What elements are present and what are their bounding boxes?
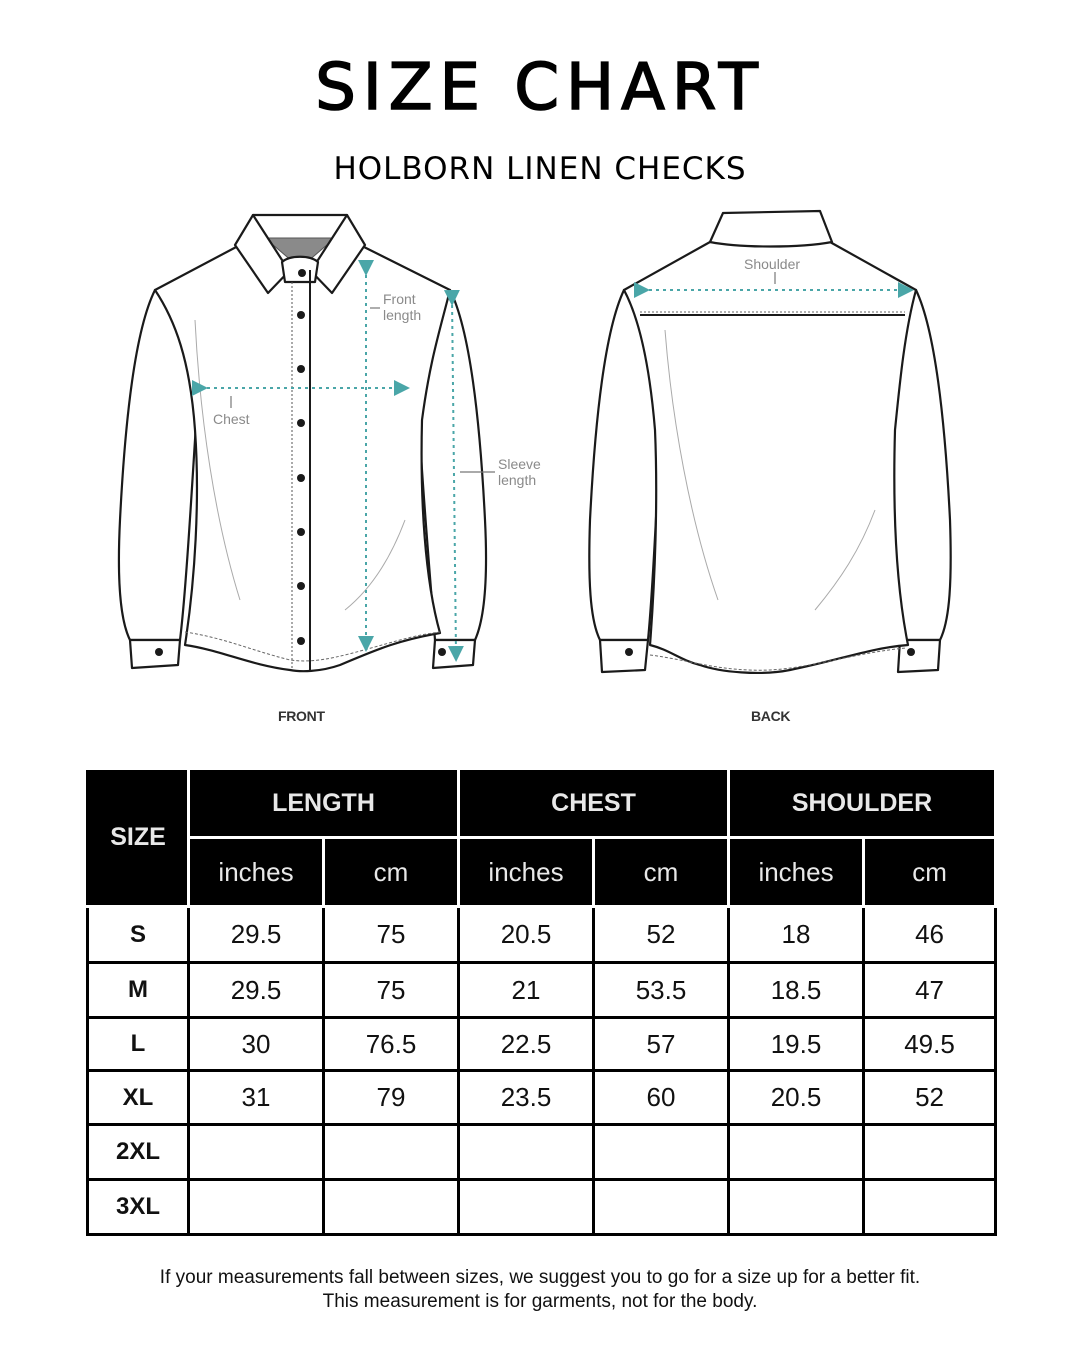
chest-annotation: Chest xyxy=(213,411,250,427)
chest-cm-cell: 52 xyxy=(594,907,729,963)
back-view-label: BACK xyxy=(751,708,791,724)
length-cm-cell: 79 xyxy=(324,1071,459,1125)
front-length-annotation xyxy=(383,291,421,323)
shoulder-cm-cell xyxy=(864,1125,996,1180)
size-cell: M xyxy=(88,963,189,1018)
shoulder-inches-cell: 20.5 xyxy=(729,1071,864,1125)
shoulder-inches-cell: 19.5 xyxy=(729,1018,864,1071)
table-row xyxy=(88,1125,996,1180)
table-row xyxy=(88,963,996,1018)
page-title: SIZE CHART xyxy=(315,51,765,125)
shoulder-cm-cell: 49.5 xyxy=(864,1018,996,1071)
chest-inches-cell xyxy=(459,1125,594,1180)
size-cell: XL xyxy=(88,1071,189,1125)
chest-inches-cell: 23.5 xyxy=(459,1071,594,1125)
length-inches-cell: 30 xyxy=(189,1018,324,1071)
length-inches-cell: 31 xyxy=(189,1071,324,1125)
chest-inches-header: inches xyxy=(459,838,594,907)
length-cm-cell xyxy=(324,1180,459,1235)
length-cm-cell: 75 xyxy=(324,963,459,1018)
length-cm-cell: 76.5 xyxy=(324,1018,459,1071)
sleeve-length-label-line2: length xyxy=(498,472,537,488)
shoulder-inches-cell xyxy=(729,1125,864,1180)
length-inches-cell xyxy=(189,1180,324,1235)
front-view-label: FRONT xyxy=(278,708,325,724)
product-name: HOLBORN LINEN CHECKS xyxy=(333,151,747,187)
size-chart-table xyxy=(86,767,997,1236)
shoulder-cm-cell: 52 xyxy=(864,1071,996,1125)
shoulder-group-header: SHOULDER xyxy=(729,769,996,838)
length-cm-cell: 75 xyxy=(324,907,459,963)
table-header-unit-row xyxy=(88,838,996,907)
sleeve-length-label-line1: Sleeve xyxy=(498,456,541,472)
shoulder-annotation: Shoulder xyxy=(744,256,801,272)
front-length-label-line1: Front xyxy=(383,291,416,307)
shirt-illustration xyxy=(0,200,1080,740)
chest-cm-cell: 60 xyxy=(594,1071,729,1125)
chest-cm-cell: 53.5 xyxy=(594,963,729,1018)
length-group-header: LENGTH xyxy=(189,769,459,838)
shoulder-inches-header: inches xyxy=(729,838,864,907)
shoulder-inches-cell xyxy=(729,1180,864,1235)
size-cell: S xyxy=(88,907,189,963)
length-inches-cell: 29.5 xyxy=(189,963,324,1018)
length-cm-header: cm xyxy=(324,838,459,907)
sleeve-length-annotation xyxy=(498,456,541,488)
shoulder-cm-header: cm xyxy=(864,838,996,907)
shoulder-cm-cell xyxy=(864,1180,996,1235)
chest-inches-cell: 22.5 xyxy=(459,1018,594,1071)
chest-cm-cell xyxy=(594,1125,729,1180)
table-row xyxy=(88,1018,996,1071)
shoulder-inches-cell: 18 xyxy=(729,907,864,963)
chest-cm-cell xyxy=(594,1180,729,1235)
chest-cm-header: cm xyxy=(594,838,729,907)
length-inches-header: inches xyxy=(189,838,324,907)
size-cell: L xyxy=(88,1018,189,1071)
fit-note-line1: If your measurements fall between sizes, we suggest you to go for a size up for a better fit. xyxy=(159,1267,921,1288)
chest-group-header: CHEST xyxy=(459,769,729,838)
table-row xyxy=(88,1071,996,1125)
chest-inches-cell: 21 xyxy=(459,963,594,1018)
length-cm-cell xyxy=(324,1125,459,1180)
size-cell: 2XL xyxy=(88,1125,189,1180)
size-column-header: SIZE xyxy=(88,769,189,907)
size-cell: 3XL xyxy=(88,1180,189,1235)
chest-inches-cell: 20.5 xyxy=(459,907,594,963)
shoulder-cm-cell: 46 xyxy=(864,907,996,963)
fit-note xyxy=(0,1266,1080,1314)
length-inches-cell: 29.5 xyxy=(189,907,324,963)
shoulder-cm-cell: 47 xyxy=(864,963,996,1018)
table-row xyxy=(88,907,996,963)
chest-cm-cell: 57 xyxy=(594,1018,729,1071)
table-header-group-row xyxy=(88,769,996,838)
front-length-label-line2: length xyxy=(383,307,422,323)
chest-inches-cell xyxy=(459,1180,594,1235)
length-inches-cell xyxy=(189,1125,324,1180)
table-row xyxy=(88,1180,996,1235)
fit-note-line2: This measurement is for garments, not for the body. xyxy=(322,1291,758,1312)
shoulder-inches-cell: 18.5 xyxy=(729,963,864,1018)
